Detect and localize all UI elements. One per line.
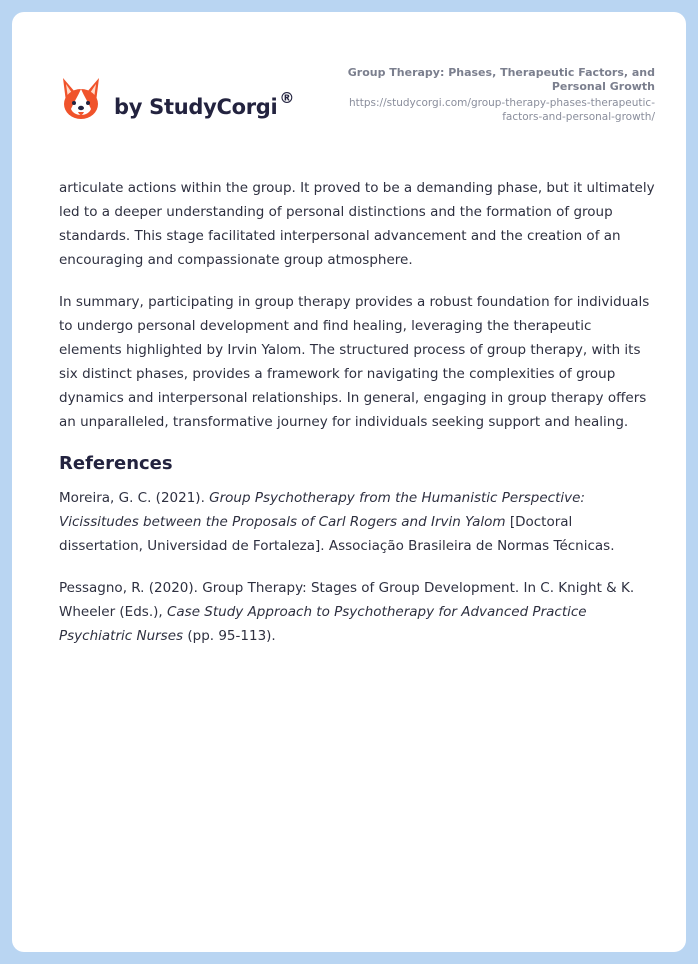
reference-text: Moreira, G. C. (2021). (59, 490, 210, 506)
reference-item (59, 486, 657, 558)
reference-title: Case Study Approach to Psychotherapy for Advanced Practice Psychiatric Nurses (59, 604, 587, 644)
document-url[interactable]: https://studycorgi.com/group-therapy-phases-therapeutic-factors-and-personal-growth/ (348, 97, 655, 123)
document-title: Group Therapy: Phases, Therapeutic Factors, and Personal Growth (347, 66, 655, 93)
registered-mark: ® (279, 89, 295, 107)
reference-text: (pp. 95-113). (183, 628, 276, 644)
corgi-logo-icon (60, 76, 102, 122)
body-paragraph: In summary, participating in group therapy provides a robust foundation for individuals to undergo personal development and find healing, leveraging the therapeutic elements highlighted by Irvin Yalom. The structured process of group therapy, with its six distinct phases, provides a framework for navigating the complexities of group dynamics and interpersonal relationships. In general, engaging in group therapy offers an unparalleled, transformative journey for individuals seeking support and healing. (59, 294, 650, 430)
page-header (12, 12, 686, 142)
body-paragraph: articulate actions within the group. It proved to be a demanding phase, but it ultimately led to a deeper understanding of personal distinctions and the formation of group standards. This stage facilitated interpersonal advancement and the creation of an encouraging and compassionate group atmosphere. (59, 180, 655, 268)
reference-text: Pessagno, R. (2020). Group Therapy: Stages of Group Development. In C. Knight & K. Wheeler (Eds.), (59, 580, 635, 620)
document-meta (325, 66, 655, 124)
document-page (12, 12, 686, 952)
references-heading: References (59, 453, 173, 474)
reference-title: Group Psychotherapy from the Humanistic Perspective: Vicissitudes between the Proposals of Carl Rogers and Irvin Yalom (59, 490, 585, 530)
brand-text: by StudyCorgi (114, 95, 278, 119)
reference-text: [Doctoral dissertation, Universidad de Fortaleza]. Associação Brasileira de Normas Técnicas. (59, 514, 615, 554)
document-body (59, 176, 657, 666)
reference-item (59, 576, 657, 648)
brand-name (114, 89, 295, 119)
